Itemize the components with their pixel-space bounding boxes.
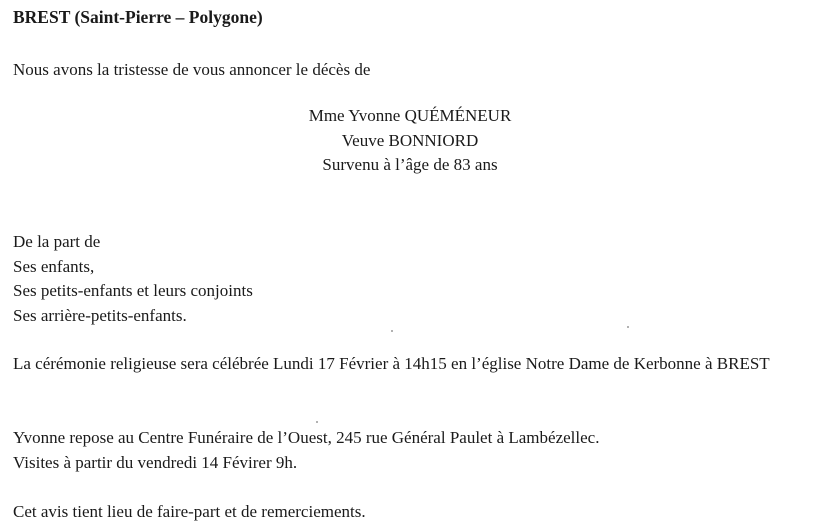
family-label: De la part de [13, 232, 101, 251]
visits-line: Visites à partir du vendredi 14 Févirer 9h. [13, 452, 298, 472]
deceased-age: Survenu à l’âge de 83 ans [322, 155, 498, 174]
ceremony-text: La cérémonie religieuse sera célébrée Lundi 17 Février à 14h15 en l’église Notre Dame de Kerbonne à BREST [13, 354, 770, 373]
notice-heading: BREST (Saint-Pierre – Polygone) [13, 7, 263, 27]
intro-text: Nous avons la tristesse de vous annoncer le décès de [13, 60, 371, 79]
closing-text: Cet avis tient lieu de faire-part et de remerciements. [13, 502, 366, 521]
deceased-block [200, 104, 620, 178]
scan-speck [391, 330, 393, 332]
deceased-name: Mme Yvonne QUÉMÉNEUR [308, 106, 512, 125]
scan-speck [316, 421, 318, 423]
deceased-widow: Veuve BONNIORD [341, 130, 479, 150]
scan-speck [627, 326, 629, 328]
repose-line: Yvonne repose au Centre Funéraire de l’Ouest, 245 rue Général Paulet à Lambézellec. [13, 428, 600, 447]
family-line: Ses enfants, [13, 256, 95, 276]
family-line: Ses arrière-petits-enfants. [13, 305, 187, 325]
repose-block [13, 426, 599, 475]
family-line: Ses petits-enfants et leurs conjoints [13, 281, 253, 300]
family-block [13, 230, 253, 328]
